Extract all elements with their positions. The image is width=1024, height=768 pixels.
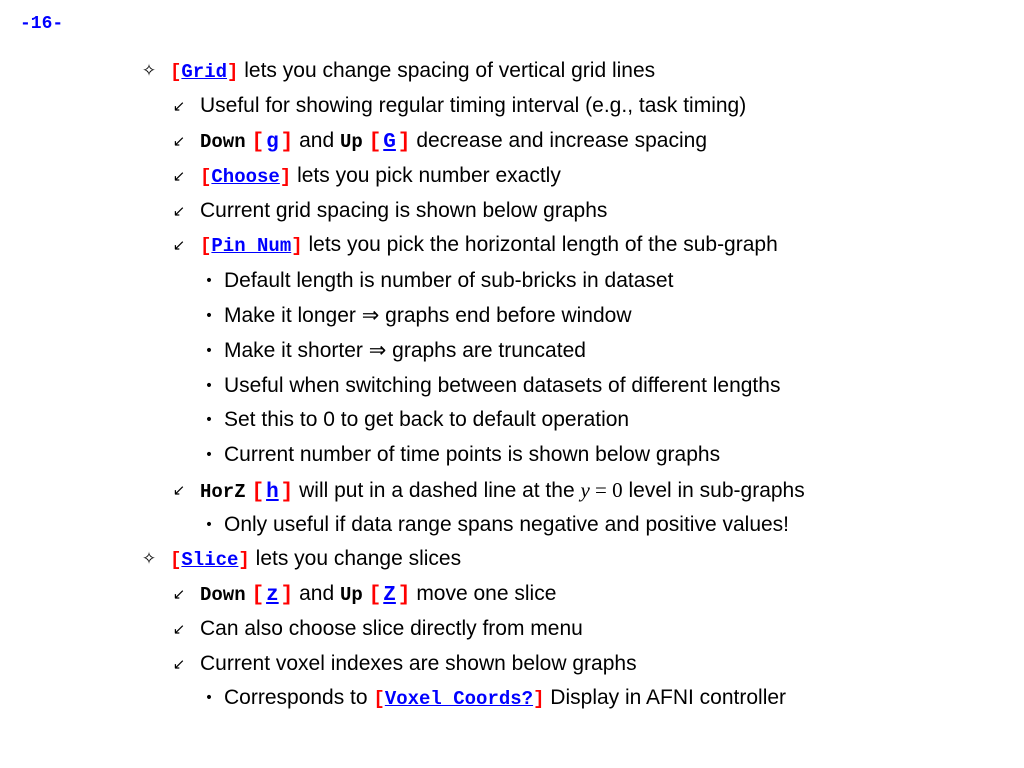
key-modifier-label: HorZ [200,481,246,503]
arrow-bullet-icon: ↙ [172,481,186,499]
dot-bullet-icon: • [204,343,214,359]
arrow-bullet-icon: ↙ [172,202,186,220]
key-label: h [266,481,279,504]
text: Current number of time points is shown below graphs [224,443,721,466]
text: lets you pick the horizontal length of the sub-graph [302,233,778,256]
text: and [293,129,340,152]
key-label: z [266,584,279,607]
text: will put in a dashed line at the [293,479,581,502]
bullet-line [204,684,787,713]
key-label: Z [383,584,396,607]
arrow-bullet-icon: ↙ [172,655,186,673]
keystroke-reference: [G] [368,131,411,154]
text: decrease and increase spacing [410,129,708,152]
afni-button-reference: [Choose] [200,166,292,188]
bullet-line [204,372,781,400]
text: Current grid spacing is shown below graphs [200,199,608,222]
text: Useful for showing regular timing interval (e.g., task timing) [200,94,747,117]
text: Corresponds to [224,686,374,709]
afni-button-reference: [Pin Num] [200,235,303,257]
arrow-bullet-icon: ↙ [172,585,186,603]
keystroke-reference: [g] [251,131,294,154]
bullet-line [204,406,630,434]
button-label: Choose [211,166,280,188]
text: and [293,582,340,605]
bullet-line [204,511,790,539]
arrow-bullet-icon: ↙ [172,97,186,115]
bullet-line [172,197,608,225]
afni-button-reference: [Slice] [170,549,250,571]
dot-bullet-icon: • [204,517,214,533]
dot-bullet-icon: • [204,273,214,289]
bullet-line [141,57,656,86]
dot-bullet-icon: • [204,412,214,428]
arrow-bullet-icon: ↙ [172,167,186,185]
bullet-line [172,162,561,191]
arrow-bullet-icon: ↙ [172,132,186,150]
bullet-line [172,615,583,643]
dot-bullet-icon: • [204,378,214,394]
bullet-line [172,650,637,678]
keystroke-reference: [h] [251,481,294,504]
keystroke-reference: [Z] [368,584,411,607]
text: Display in AFNI controller [544,686,787,709]
text: Only useful if data range spans negative and positive values! [224,513,790,536]
text: lets you pick number exactly [291,164,561,187]
keystroke-reference: [z] [251,584,294,607]
key-modifier-label: Down [200,584,246,606]
dot-bullet-icon: • [204,308,214,324]
bullet-line [172,580,557,610]
bullet-line [204,267,674,295]
dot-bullet-icon: • [204,690,214,706]
dot-bullet-icon: • [204,447,214,463]
text: Useful when switching between datasets of different lengths [224,374,781,397]
button-label: Slice [181,549,239,571]
bullet-line [172,92,747,120]
math-variable [580,478,589,502]
key-modifier-label: Down [200,131,246,153]
key-modifier-label: Up [340,584,363,606]
math-expression: = 0 [589,478,623,502]
math-variable-letter: y [580,478,590,502]
afni-button-reference: [Voxel Coords?] [373,688,545,710]
bullet-line [204,441,721,469]
text: Make it shorter ⇒ graphs are truncated [224,339,586,362]
arrow-bullet-icon: ↙ [172,620,186,638]
button-label: Grid [181,61,228,83]
key-label: g [266,131,279,154]
text: Make it longer ⇒ graphs end before window [224,304,632,327]
page-number: -16- [20,14,64,34]
bullet-line [172,231,778,260]
text: lets you change slices [249,547,462,570]
diamond-bullet-icon: ✧ [141,61,157,81]
text: Set this to 0 to get back to default operation [224,408,630,431]
bullet-line [141,545,462,574]
key-label: G [383,131,396,154]
button-label: Pin Num [211,235,292,257]
button-label: Voxel Coords? [384,688,534,710]
bullet-line [172,476,805,507]
text: lets you change spacing of vertical grid lines [238,59,656,82]
arrow-bullet-icon: ↙ [172,236,186,254]
diamond-bullet-icon: ✧ [141,549,157,569]
text: Can also choose slice directly from menu [200,617,583,640]
afni-button-reference: [Grid] [170,61,239,83]
bullet-line [204,302,632,330]
text: level in sub-graphs [622,479,805,502]
text: Default length is number of sub-bricks in dataset [224,269,674,292]
text: Current voxel indexes are shown below graphs [200,652,637,675]
bullet-line [172,127,708,157]
key-modifier-label: Up [340,131,363,153]
bullet-line [204,337,586,365]
text: move one slice [410,582,557,605]
